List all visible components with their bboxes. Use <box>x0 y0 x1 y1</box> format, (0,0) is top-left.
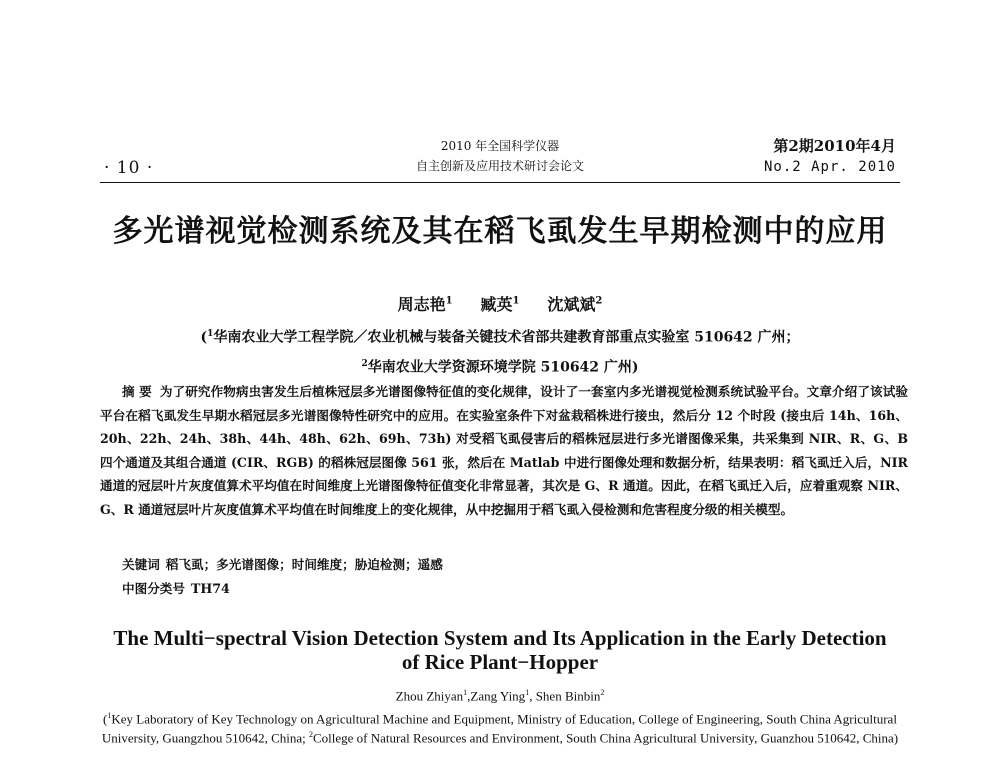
author-cn: 沈斌斌 <box>547 295 596 314</box>
abstract-label: 摘 要 <box>122 384 152 399</box>
authors-cn <box>0 292 1000 315</box>
classification-label: 中图分类号 <box>122 581 185 596</box>
author-sup: 1 <box>512 295 520 307</box>
title-en-line-1: The Multi−spectral Vision Detection System and Its Application in the Early Detection <box>113 626 887 650</box>
keywords-label: 关键词 <box>122 557 160 572</box>
author-cn: 臧英 <box>480 295 513 314</box>
author-cn: 周志艳 <box>397 295 446 314</box>
affiliation-en: ($^1$Key Laboratory of Key Technology on Agricultural Machine and Equipment, Ministry of Education, College of Engineering, South China Agricultural University, Guangzhou 510642, China; $^2$College of Natural Resources and Environment, South China Agricultural University, Guanzhou 510642, China) <box>101 711 899 746</box>
issue-info <box>764 136 896 178</box>
title-en-line-2: of Rice Plant−Hopper <box>401 650 599 674</box>
keywords <box>122 554 443 573</box>
keywords-text: 稻飞虱；多光谱图像；时间维度；胁迫检测；遥感 <box>165 557 443 572</box>
conference-line-1: 2010 年全国科学仪器 <box>440 139 560 153</box>
paper-title-cn: 多光谱视觉检测系统及其在稻飞虱发生早期检测中的应用 <box>112 214 888 249</box>
affiliation-cn-2: $^2$华南农业大学资源环境学院 510642 广州) <box>361 358 639 376</box>
issue-en: No.2 Apr. 2010 <box>763 159 896 175</box>
classification <box>122 578 230 597</box>
abstract <box>100 380 908 521</box>
affiliations-cn <box>60 321 940 380</box>
conference-header <box>330 136 670 176</box>
author-sup: 2 <box>595 295 603 307</box>
page-number: · 10 · <box>104 158 154 178</box>
affiliation-cn-1: ($^1$华南农业大学工程学院／农业机械与装备关键技术省部共建教育部重点实验室 510642 广州； <box>200 329 800 346</box>
conference-line-2: 自主创新及应用技术研讨会论文 <box>415 159 584 173</box>
issue-cn: 第2期2010年4月 <box>773 137 896 155</box>
authors-en: Zhou Zhiyan$^1$,Zang Ying$^1$, Shen Binbin$^2$ <box>395 688 605 704</box>
author-sup: 1 <box>445 295 453 307</box>
paper-title-en <box>60 626 940 674</box>
header-rule <box>100 182 900 183</box>
abstract-text: 为了研究作物病虫害发生后植株冠层多光谱图像特征值的变化规律，设计了一套室内多光谱视觉检测系统试验平台。文章介绍了该试验平台在稻飞虱发生早期水稻冠层多光谱图像特性研究中的应用。在实验室条件下对盆栽稻株进行接虫，然后分 12 个时段 (接虫后 14h、16h、20h、22h、24h、38h、44h、48h、62h、69h、73h) 对受稻飞虱侵害后的稻株冠层进行多光谱图像采集，共采集到 NIR、R、G、B 四个通道及其组合通道 (CIR、RGB) 的稻株冠层图像 561 张，然后在 Matlab 中进行图像处理和数据分析，结果表明：稻飞虱迁入后，NIR 通道的冠层叶片灰度值算术平均值在时间维度上光谱图像特征值变化非常显著，其次是 G、R 通道。因此，在稻飞虱迁入后，应着重观察 NIR、G、R 通道冠层叶片灰度值算术平均值在时间维度上的变化规律，从中挖掘用于稻飞虱入侵检测和危害程度分级的相关模型。 <box>100 384 909 517</box>
classification-code: TH74 <box>190 581 230 596</box>
